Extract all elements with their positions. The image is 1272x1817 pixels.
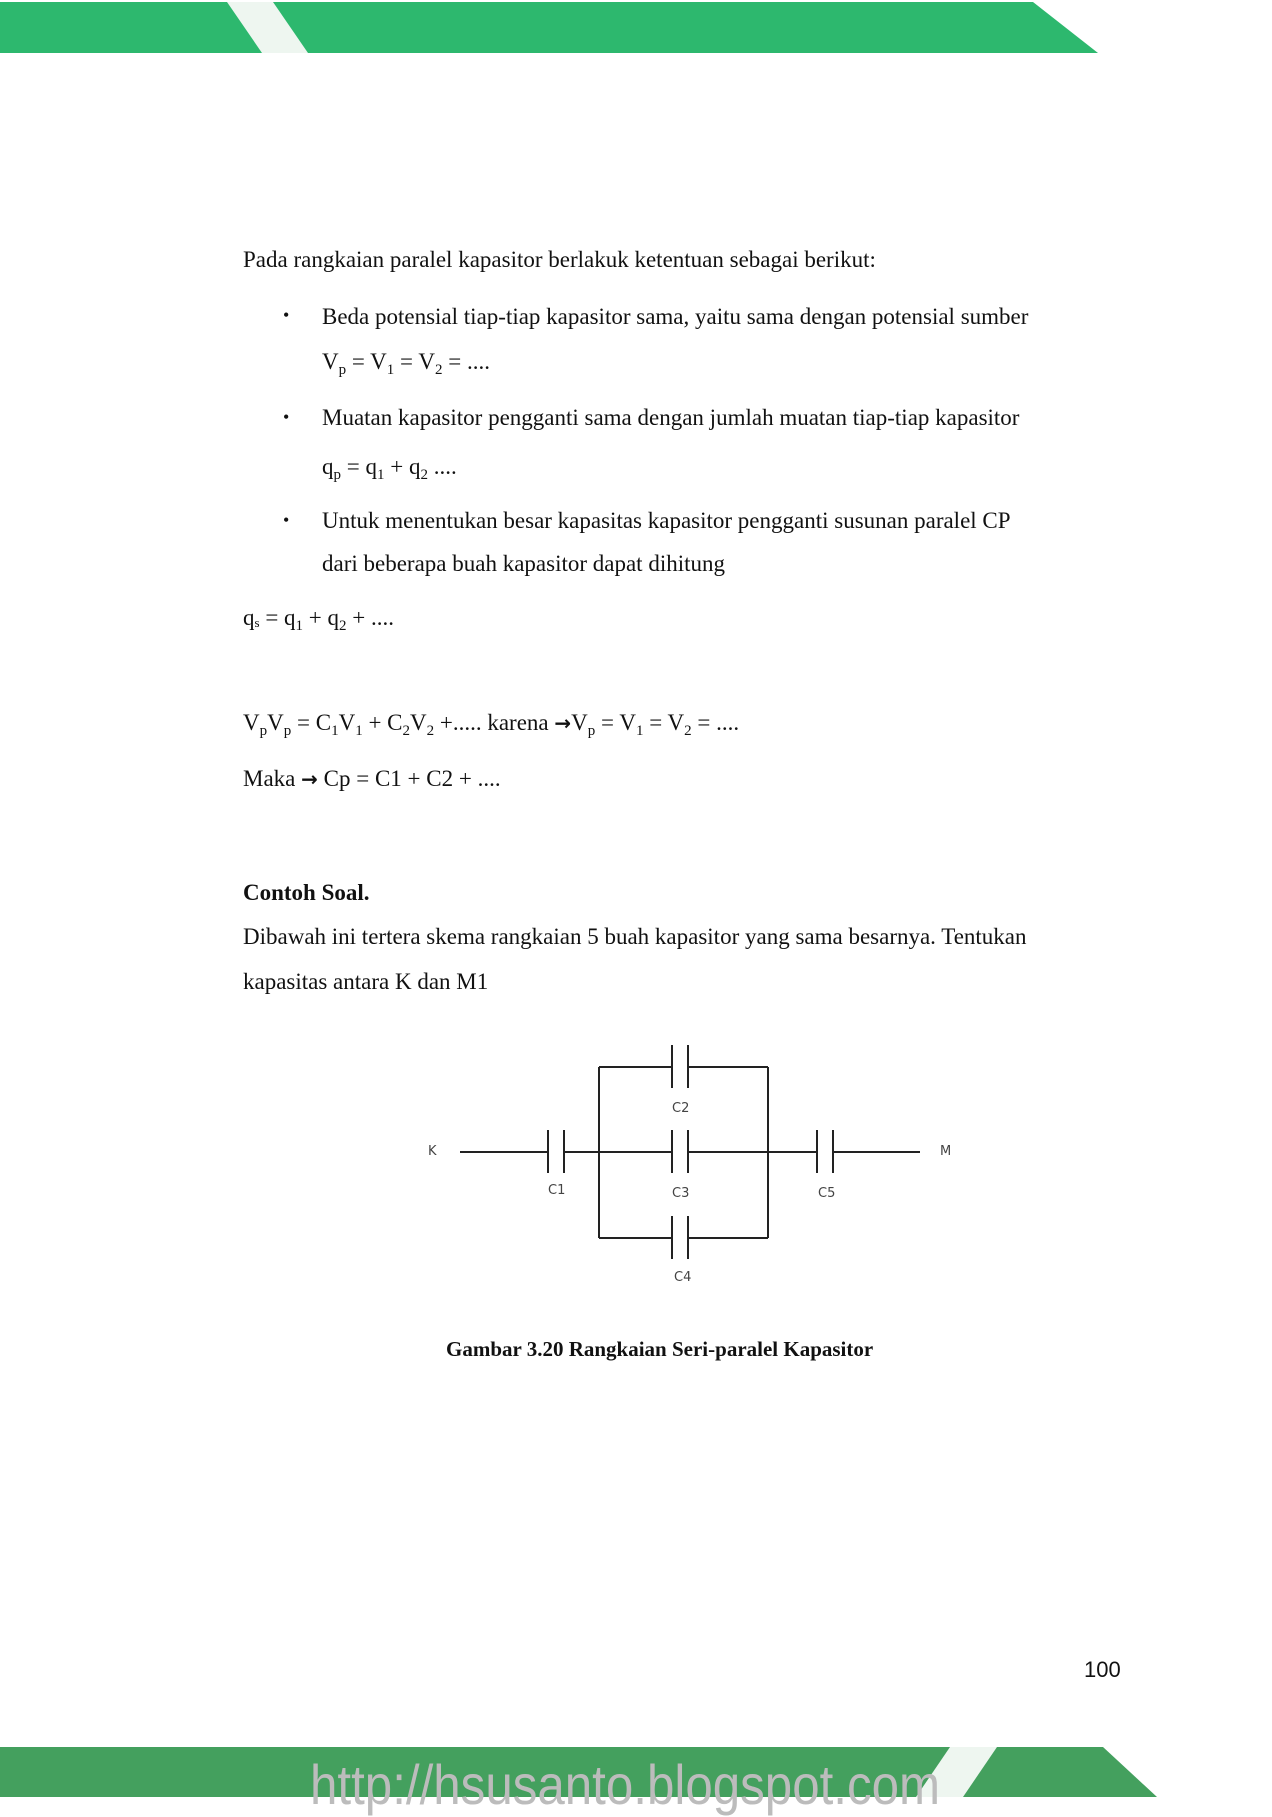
watermark-url: http://hsusanto.blogspot.com [310,1753,941,1816]
example-question-line2: kapasitas antara K dan M1 [243,969,489,994]
bullet-3-text: Untuk menentukan besar kapasitas kapasitor pengganti susunan paralel CP [322,508,1011,533]
terminal-m-label: M [940,1144,952,1159]
bullet-3-text-cont: dari beberapa buah kapasitor dapat dihitung [322,551,725,576]
arrow-right-icon: → [554,711,572,735]
formula-qs-sum: $q_s = q_1 + q_2$ + .... [243,605,395,634]
formula-charge-relation: $V_pV_p = C_1V_1 + C_2V_2$ +..... karena $\to V_p = V_1 = V_2$ = .... [243,710,740,739]
terminal-k-label: K [428,1144,437,1159]
bullet-1-text: Beda potensial tiap-tiap kapasitor sama, yaitu sama dengan potensial sumber [322,304,1029,329]
bullet-icon: • [283,407,290,427]
bullet-icon: • [283,305,290,325]
page-number: 100 [1084,1657,1121,1682]
bullet-icon: • [283,510,290,530]
example-question-line1: Dibawah ini tertera skema rangkaian 5 buah kapasitor yang sama besarnya. Tentukan [243,924,1027,949]
bullet-2-text: Muatan kapasitor pengganti sama dengan jumlah muatan tiap-tiap kapasitor [322,405,1020,430]
formula-vp-equal: $V_p = V_1 = V_2$ = .... [322,349,490,378]
example-title: Contoh Soal. [243,880,370,905]
arrow-right-icon: → [301,767,318,791]
intro-text: Pada rangkaian paralel kapasitor berlakuk ketentuan sebagai berikut: [243,247,876,272]
figure-caption: Gambar 3.20 Rangkaian Seri-paralel Kapasitor [446,1337,874,1361]
capacitor-c1-label: C1 [548,1183,566,1198]
capacitor-c2-label: C2 [672,1101,690,1116]
capacitor-c4-label: C4 [674,1270,692,1285]
formula-cp-result: Maka → Cp = C1 + C2 + .... [243,766,501,791]
capacitor-c3-label: C3 [672,1186,690,1201]
capacitor-c5-label: C5 [818,1186,836,1201]
formula-qp-sum: $q_p = q_1 + q_2$ .... [322,454,457,483]
